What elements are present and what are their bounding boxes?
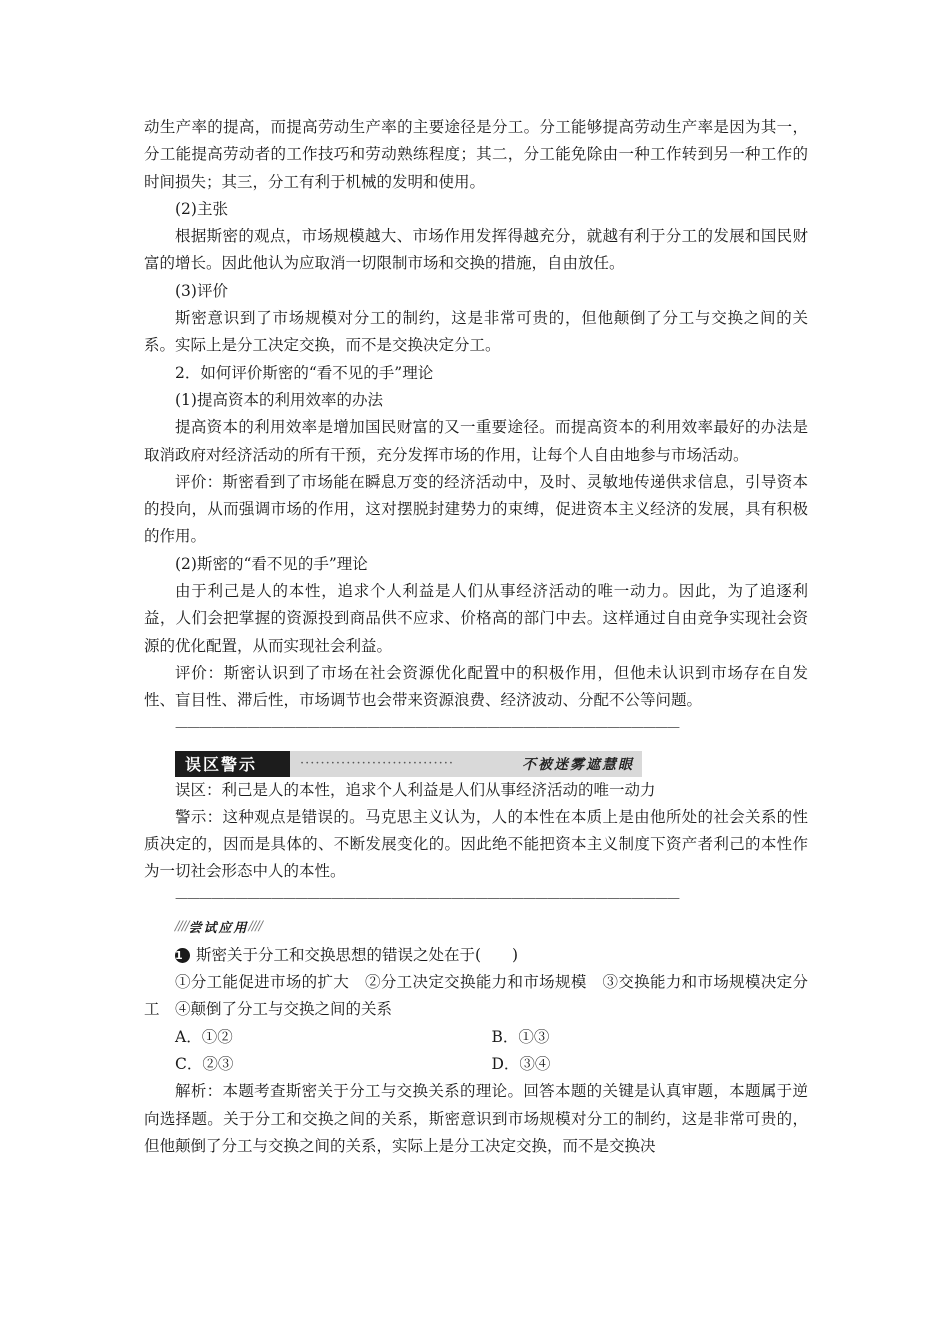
question-text: 斯密关于分工和交换思想的错误之处在于( ) xyxy=(196,945,519,964)
option-a: A．①② xyxy=(175,1027,233,1046)
banner-strip xyxy=(290,751,642,777)
analysis: 解析：本题考查斯密关于分工与交换关系的理论。回答本题的关键是认真审题，本题属于逆向选择题。关于分工和交换之间的关系，斯密意识到市场规模对分工的制约，这是非常可贵的，但他颠倒了分工与交换之间的关系，实际上是分工决定交换，而不是交换决 xyxy=(144,1082,808,1155)
option-c: C．②③ xyxy=(175,1054,234,1073)
paragraph: 动生产率的提高，而提高劳动生产率的主要途径是分工。分工能够提高劳动生产率是因为其一，分工能提高劳动者的工作技巧和劳动熟练程度；其二，分工能免除由一种工作转到另一种工作的时间损失；其三，分工有利于机械的发明和使用。 xyxy=(144,118,808,191)
option-b: B．①③ xyxy=(491,1027,550,1046)
misconception-warning: 警示：这种观点是错误的。马克思主义认为，人的本性在本质上是由他所处的社会关系的性质决定的，因而是具体的、不断发展变化的。因此绝不能把资本主义制度下资产者利己的本性作为一切社会形态中人的本性。 xyxy=(144,807,808,881)
banner-dots: ······························ xyxy=(300,756,454,772)
divider-line: —————————————————————————————————————————— xyxy=(175,890,679,906)
option-d: D．③④ xyxy=(491,1054,551,1073)
paragraph: 评价：斯密认识到了市场在社会资源优化配置中的积极作用，但他未认识到市场存在自发性、盲目性、滞后性，市场调节也会带来资源浪费、经济波动、分配不公等问题。 xyxy=(144,663,808,710)
document-page xyxy=(144,114,808,1160)
subheading: (1)提高资本的利用效率的办法 xyxy=(175,390,383,409)
slash-decoration-left: //// xyxy=(175,919,189,935)
paragraph: 评价：斯密看到了市场能在瞬息万变的经济活动中，及时、灵敏地传递供求信息，引导资本的投向，从而强调市场的作用，这对摆脱封建势力的束缚，促进资本主义经济的发展，具有积极的作用。 xyxy=(144,472,808,546)
section-heading: 2．如何评价斯密的“看不见的手”理论 xyxy=(175,363,434,382)
banner-slogan: 不被迷雾遮慧眼 xyxy=(522,756,634,773)
divider-line: —————————————————————————————————————————— xyxy=(175,719,679,735)
paragraph: 由于利己是人的本性，追求个人利益是人们从事经济活动的唯一动力。因此，为了追逐利益，人们会把掌握的资源投到商品供不应求、价格高的部门中去。这样通过自由竞争实现社会资源的优化配置，从而实现社会利益。 xyxy=(144,582,808,655)
question-number-badge: 1 xyxy=(175,948,190,963)
misconception-banner xyxy=(175,751,642,777)
paragraph: 提高资本的利用效率是增加国民财富的又一重要途径。而提高资本的利用效率最好的办法是取消政府对经济活动的所有干预，充分发挥市场的作用，让每个人自由地参与市场活动。 xyxy=(144,418,808,464)
misconception-error: 误区：利己是人的本性，追求个人利益是人们从事经济活动的唯一动力 xyxy=(175,780,656,799)
try-application-header xyxy=(175,912,808,942)
slash-decoration-right: //// xyxy=(248,919,263,935)
question-statements: ①分工能促进市场的扩大 ②分工决定交换能力和市场规模 ③交换能力和市场规模决定分工 ④颠倒了分工与交换之间的关系 xyxy=(144,973,808,1019)
subheading: (2)斯密的“看不见的手”理论 xyxy=(175,554,368,573)
try-application-title: 尝试应用 xyxy=(188,921,249,937)
subheading-proposal: (2)主张 xyxy=(175,199,228,218)
options-row xyxy=(175,1024,808,1051)
options-row xyxy=(175,1051,808,1078)
paragraph: 斯密意识到了市场规模对分工的制约，这是非常可贵的，但他颠倒了分工与交换之间的关系。实际上是分工决定交换，而不是交换决定分工。 xyxy=(144,309,808,355)
paragraph: 根据斯密的观点，市场规模越大、市场作用发挥得越充分，就越有利于分工的发展和国民财富的增长。因此他认为应取消一切限制市场和交换的措施，自由放任。 xyxy=(144,227,808,273)
subheading-evaluation: (3)评价 xyxy=(175,281,228,300)
question xyxy=(144,942,808,969)
banner-tag: 误区警示 xyxy=(175,751,290,777)
